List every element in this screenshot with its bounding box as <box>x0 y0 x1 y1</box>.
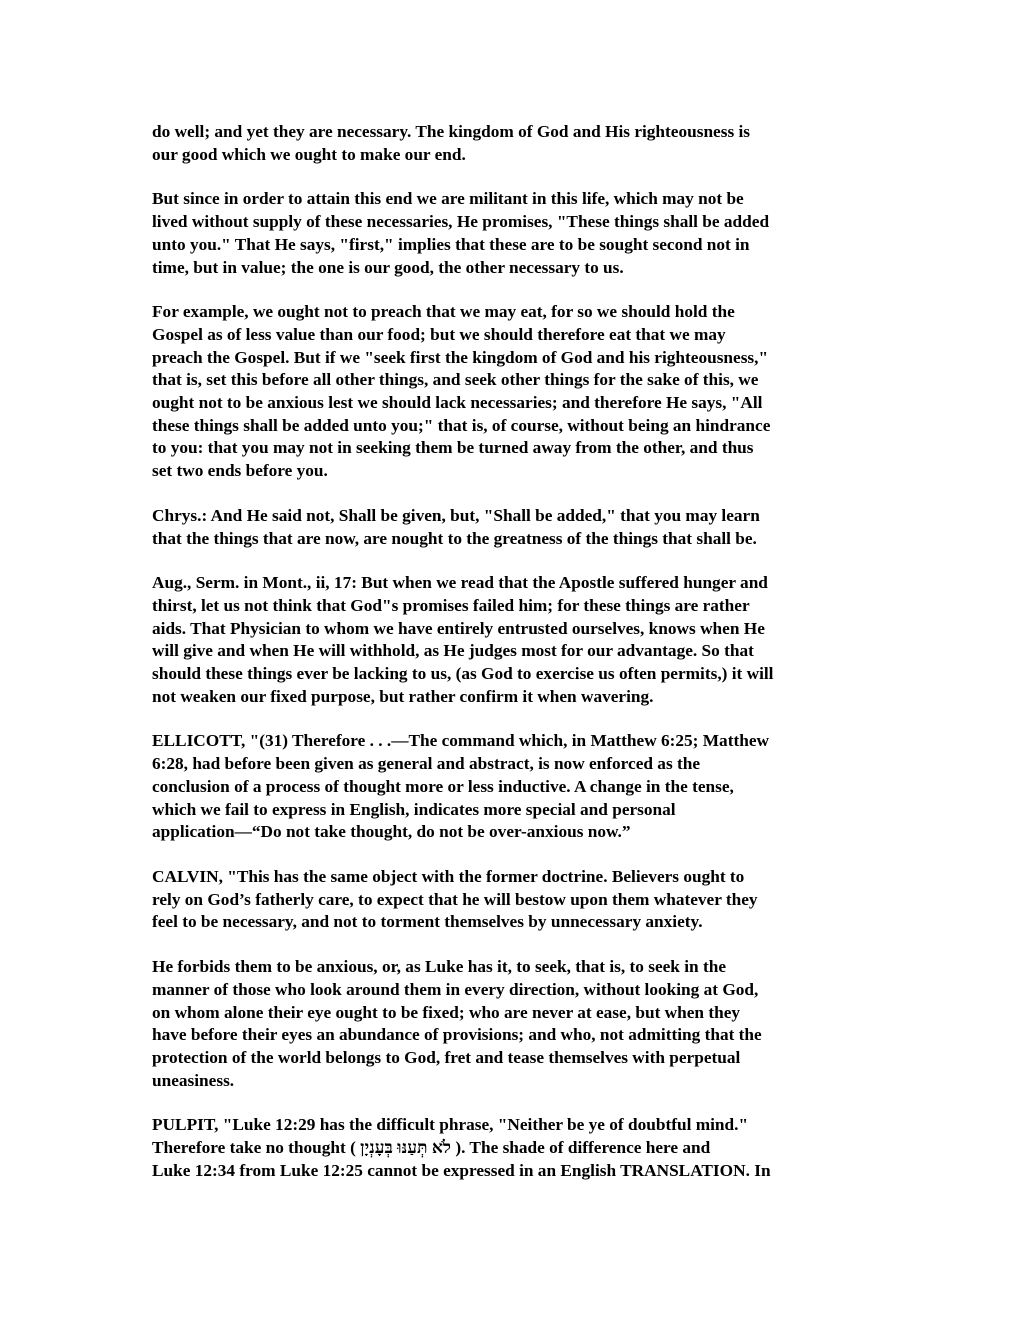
text-line: do well; and yet they are necessary. The kingdom of God and His righteousness is <box>152 122 751 141</box>
text-line: uneasiness. <box>152 1070 235 1090</box>
text-line: He forbids them to be anxious, or, as Luke has it, to seek, that is, to seek in the <box>152 957 726 977</box>
text-line: rely on God’s fatherly care, to expect that he will bestow upon them whatever they <box>152 889 758 909</box>
text-line: For example, we ought not to preach that we may eat, for so we should hold the <box>152 302 735 322</box>
paragraph-forbids-anxious <box>152 956 882 1092</box>
text-line: Aug., Serm. in Mont., ii, 17: But when we read that the Apostle suffered hunger and <box>152 573 768 593</box>
text-line: that is, set this before all other things, and seek other things for the sake of this, we <box>152 370 759 390</box>
text-line: should these things ever be lacking to us, (as God to exercise us often permits,) it will <box>152 664 774 684</box>
text-line: unto you." That He says, "first," implies that these are to be sought second not in <box>152 234 750 254</box>
text-line: our good which we ought to make our end. <box>152 144 466 164</box>
paragraph-calvin <box>152 866 882 934</box>
text-line: protection of the world belongs to God, fret and tease themselves with perpetual <box>152 1047 741 1067</box>
text-line: Chrys.: And He said not, Shall be given, but, "Shall be added," that you may learn <box>152 505 760 525</box>
paragraph-augustine <box>152 572 882 708</box>
text-line: have before their eyes an abundance of provisions; and who, not admitting that the <box>152 1025 762 1045</box>
text-line: ELLICOTT, "(31) Therefore . . .—The command which, in Matthew 6:25; Matthew <box>152 731 769 751</box>
text-line: to you: that you may not in seeking them be turned away from the other, and thus <box>152 438 754 458</box>
text-line: aids. That Physician to whom we have entirely entrusted ourselves, knows when He <box>152 618 765 638</box>
text-line: Luke 12:34 from Luke 12:25 cannot be expressed in an English TRANSLATION. In <box>152 1160 771 1180</box>
text-line: time, but in value; the one is our good, the other necessary to us. <box>152 257 624 277</box>
text-line: not weaken our fixed purpose, but rather confirm it when wavering. <box>152 686 654 706</box>
paragraph-pulpit <box>152 1114 882 1182</box>
text-line: Gospel as of less value than our food; but we should therefore eat that we may <box>152 324 726 344</box>
paragraph-ellicott <box>152 730 882 844</box>
text-line: thirst, let us not think that God"s promises failed him; for these things are rather <box>152 595 750 615</box>
text-line: manner of those who look around them in every direction, without looking at God, <box>152 979 759 999</box>
text-line: these things shall be added unto you;" that is, of course, without being an hindrance <box>152 415 771 435</box>
paragraph-kingdom-of-god <box>152 121 882 166</box>
text-line: CALVIN, "This has the same object with the former doctrine. Believers ought to <box>152 866 745 886</box>
text-line: PULPIT, "Luke 12:29 has the difficult phrase, "Neither be ye of doubtful mind." <box>152 1115 749 1135</box>
text-line: 6:28, had before been given as general and abstract, is now enforced as the <box>152 754 701 774</box>
text-line: feel to be necessary, and not to torment themselves by unnecessary anxiety. <box>152 912 703 932</box>
paragraph-chrys <box>152 505 882 550</box>
text-line: Therefore take no thought ( לֹא תְּעַנּוּ בְּעָנְיָן ). The shade of difference here and <box>152 1138 711 1158</box>
text-line: set two ends before you. <box>152 461 328 481</box>
text-line: ought not to be anxious lest we should lack necessaries; and therefore He says, "All <box>152 393 763 413</box>
text-line: which we fail to express in English, indicates more special and personal <box>152 799 676 819</box>
text-line: will give and when He will withhold, as He judges most for our advantage. So that <box>152 641 754 661</box>
document-page <box>152 121 882 1204</box>
text-line: on whom alone their eye ought to be fixed; who are never at ease, but when they <box>152 1002 741 1022</box>
text-line: application—“Do not take thought, do not be over-anxious now.” <box>152 822 631 842</box>
paragraph-militant-life <box>152 188 882 279</box>
text-line: But since in order to attain this end we are militant in this life, which may not be <box>152 189 744 209</box>
text-line: conclusion of a process of thought more or less inductive. A change in the tense, <box>152 776 734 796</box>
text-line: lived without supply of these necessaries, He promises, "These things shall be added <box>152 212 770 232</box>
text-line: that the things that are now, are nought to the greatness of the things that shall be. <box>152 528 757 548</box>
text-line: preach the Gospel. But if we "seek first the kingdom of God and his righteousness," <box>152 347 769 367</box>
paragraph-preach-gospel <box>152 301 882 483</box>
